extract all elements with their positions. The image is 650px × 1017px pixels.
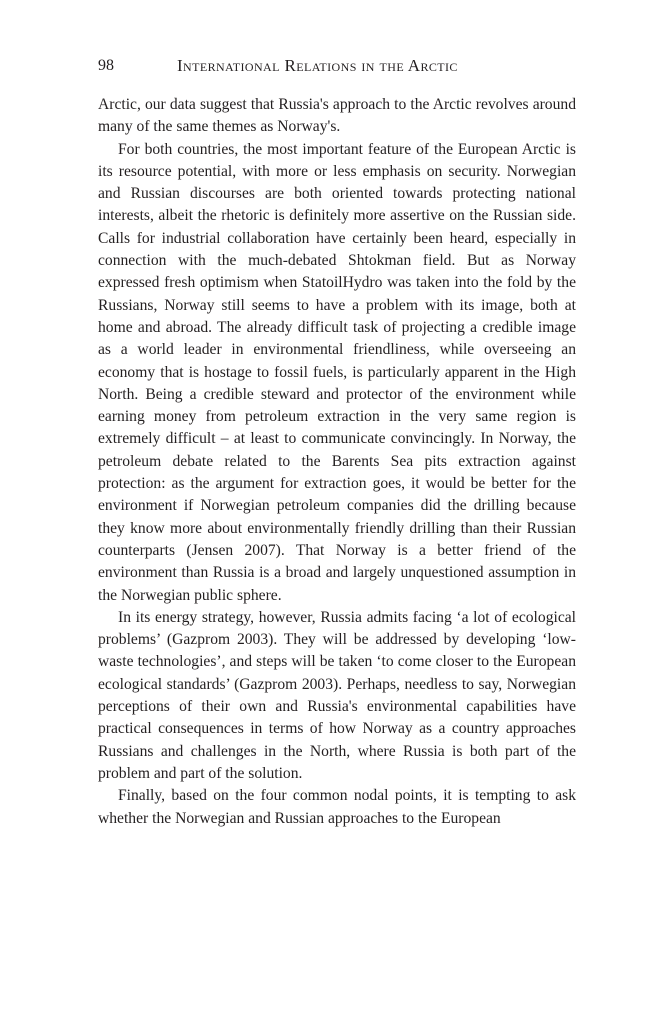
paragraph: Finally, based on the four common nodal points, it is tempting to ask whether the Norwegian and Russian approaches to the European <box>98 787 576 827</box>
paragraph: In its energy strategy, however, Russia admits facing ‘a lot of ecological problems’ (Gazprom 2003). They will be addressed by developing ‘low-waste technologies’, and steps will be taken ‘to come closer to the European ecological standards’ (Gazprom 2003). Perhaps, needless to say, Norwegian perceptions of their own and Russia's environmental capabilities have practical consequences in terms of how Norway as a country approaches Russians and challenges in the North, where Russia is both part of the problem and part of the solution. <box>98 608 576 782</box>
paragraph: Arctic, our data suggest that Russia's approach to the Arctic revolves around many of the same themes as Norway's. <box>98 96 576 136</box>
page-number: 98 <box>98 57 114 74</box>
running-title: International Relations in the Arctic <box>177 56 458 75</box>
running-head <box>98 54 576 78</box>
paragraph: For both countries, the most important feature of the European Arctic is its resource potential, with more or less emphasis on security. Norwegian and Russian discourses are both oriented towards protecting national interests, albeit the rhetoric is definitely more assertive on the Russian side. Calls for industrial collaboration have certainly been heard, especially in connection with the much-debated Shtokman field. But as Norway expressed fresh optimism when StatoilHydro was taken into the fold by the Russians, Norway still seems to have a problem with its image, both at home and abroad. The already difficult task of projecting a credible image as a world leader in environmental friendliness, while overseeing an economy that is hostage to fossil fuels, is particularly apparent in the High North. Being a credible steward and protector of the environment while earning money from petroleum extraction in the very same region is extremely difficult – at least to communicate convincingly. In Norway, the petroleum debate related to the Barents Sea pits extraction against protection: as the argument for extraction goes, it would be better for the environment if Norwegian petroleum companies did the drilling because they know more about environmentally friendly drilling than their Russian counterparts (Jensen 2007). That Norway is a better friend of the environment than Russia is a broad and largely unquestioned assumption in the Norwegian public sphere. <box>98 140 576 604</box>
body-text <box>98 94 576 830</box>
